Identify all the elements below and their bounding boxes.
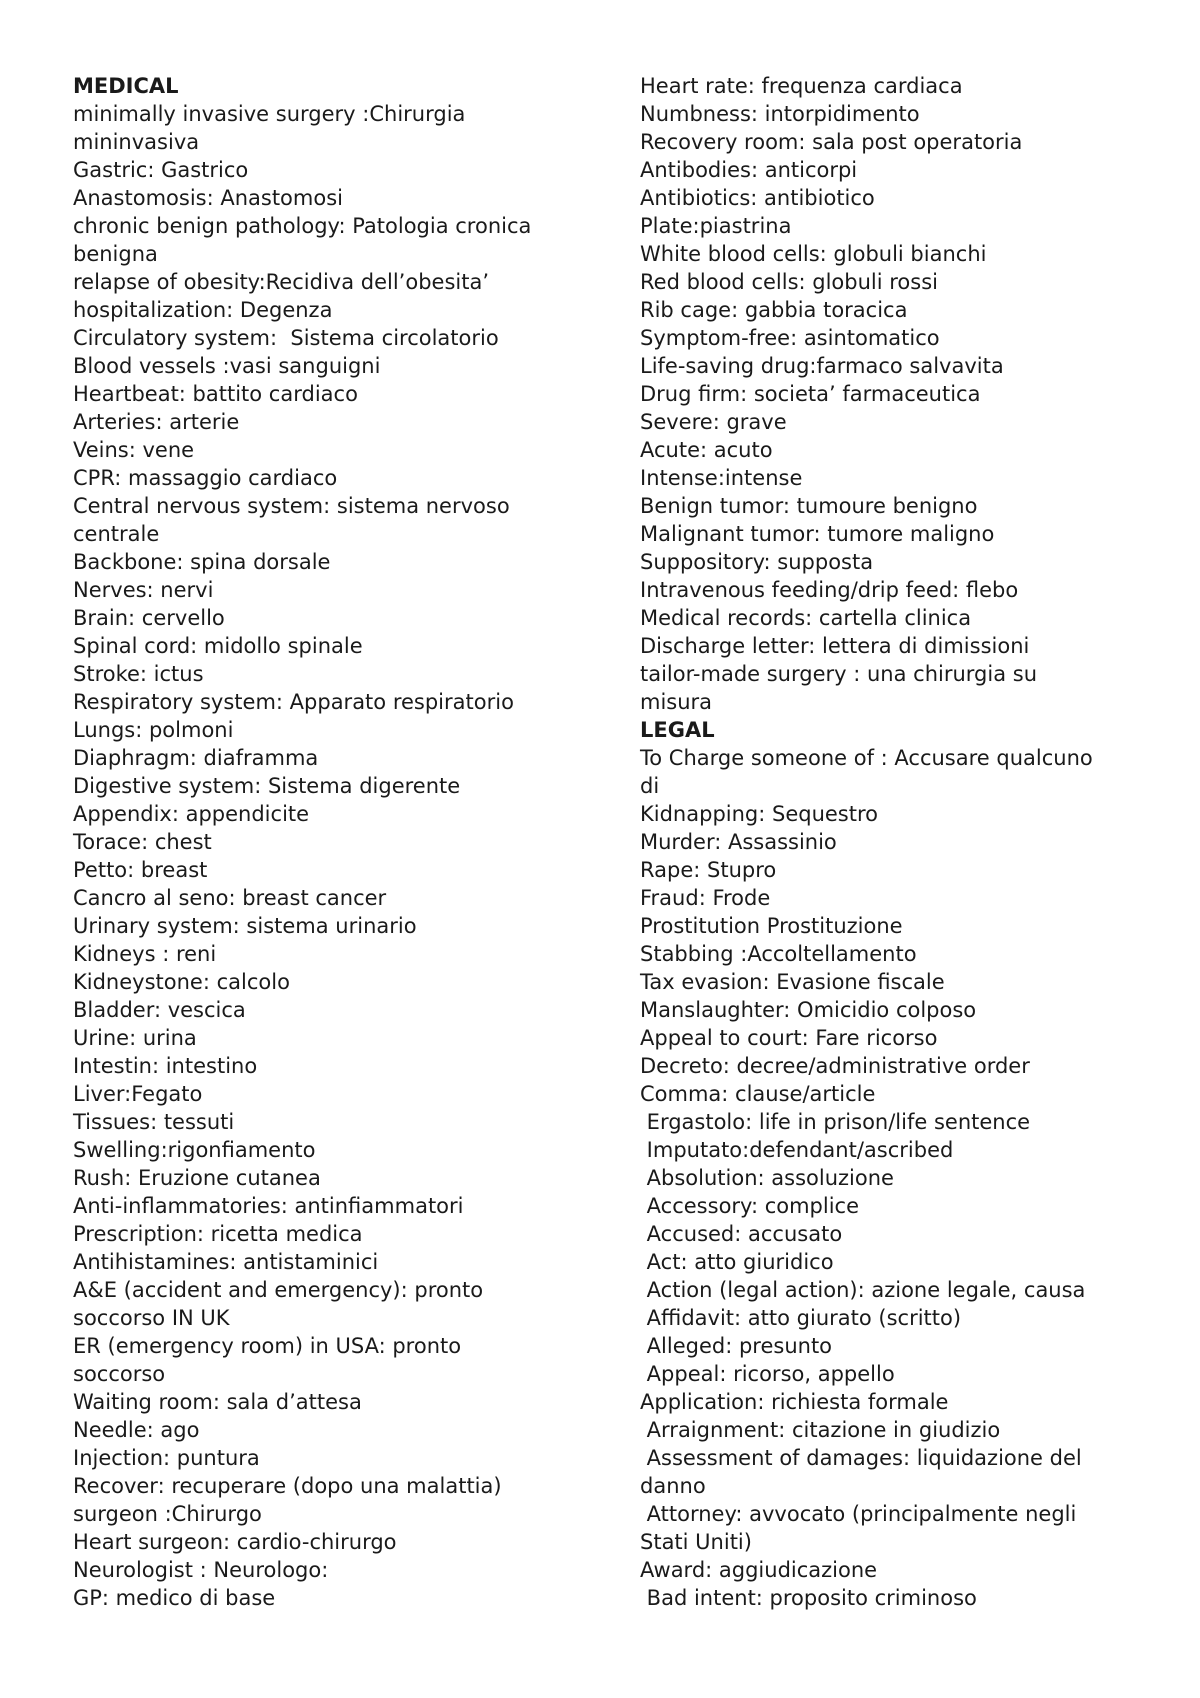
glossary-line: Stabbing :Accoltellamento bbox=[640, 942, 917, 966]
glossary-line: Stroke: ictus bbox=[73, 662, 204, 686]
glossary-line: Assessment of damages: liquidazione del bbox=[640, 1446, 1082, 1470]
glossary-line: GP: medico di base bbox=[73, 1586, 276, 1610]
glossary-line: Fraud: Frode bbox=[640, 886, 771, 910]
glossary-line: mininvasiva bbox=[73, 130, 200, 154]
glossary-line: Prostitution Prostituzione bbox=[640, 914, 903, 938]
glossary-line: Appeal to court: Fare ricorso bbox=[640, 1026, 938, 1050]
glossary-line: Gastric: Gastrico bbox=[73, 158, 249, 182]
glossary-line: Medical records: cartella clinica bbox=[640, 606, 972, 630]
glossary-line: Discharge letter: lettera di dimissioni bbox=[640, 634, 1030, 658]
glossary-line: Suppository: supposta bbox=[640, 550, 874, 574]
glossary-line: Rush: Eruzione cutanea bbox=[73, 1166, 321, 1190]
glossary-line: di bbox=[640, 774, 660, 798]
glossary-line: Heart surgeon: cardio-chirurgo bbox=[73, 1530, 397, 1554]
glossary-line: Action (legal action): azione legale, causa bbox=[640, 1278, 1086, 1302]
glossary-line: Recovery room: sala post operatoria bbox=[640, 130, 1023, 154]
glossary-line: surgeon :Chirurgo bbox=[73, 1502, 262, 1526]
glossary-line: Plate:piastrina bbox=[640, 214, 792, 238]
glossary-line: Kidneys : reni bbox=[73, 942, 217, 966]
glossary-line: Application: richiesta formale bbox=[640, 1390, 949, 1414]
glossary-line: Appeal: ricorso, appello bbox=[640, 1362, 895, 1386]
glossary-line: Absolution: assoluzione bbox=[640, 1166, 894, 1190]
glossary-line: Ergastolo: life in prison/life sentence bbox=[640, 1110, 1031, 1134]
glossary-line: Malignant tumor: tumore maligno bbox=[640, 522, 995, 546]
glossary-line: relapse of obesity:Recidiva dell’obesita’ bbox=[73, 270, 489, 294]
glossary-line: Acute: acuto bbox=[640, 438, 773, 462]
glossary-line: Rape: Stupro bbox=[640, 858, 777, 882]
left-column bbox=[73, 72, 593, 1612]
glossary-line: Waiting room: sala d’attesa bbox=[73, 1390, 362, 1414]
glossary-line: Benign tumor: tumoure benigno bbox=[640, 494, 978, 518]
glossary-line: Alleged: presunto bbox=[640, 1334, 833, 1358]
glossary-line: Antihistamines: antistaminici bbox=[73, 1250, 379, 1274]
glossary-line: soccorso IN UK bbox=[73, 1306, 230, 1330]
glossary-line: Heartbeat: battito cardiaco bbox=[73, 382, 358, 406]
glossary-line: Cancro al seno: breast cancer bbox=[73, 886, 387, 910]
glossary-line: Swelling:rigonfiamento bbox=[73, 1138, 316, 1162]
glossary-line: Antibodies: anticorpi bbox=[640, 158, 858, 182]
glossary-line: danno bbox=[640, 1474, 706, 1498]
glossary-line: Urine: urina bbox=[73, 1026, 197, 1050]
glossary-line: Respiratory system: Apparato respiratorio bbox=[73, 690, 514, 714]
glossary-line: Veins: vene bbox=[73, 438, 195, 462]
section-heading: LEGAL bbox=[640, 718, 715, 742]
glossary-line: tailor-made surgery : una chirurgia su bbox=[640, 662, 1038, 686]
glossary-line: Manslaughter: Omicidio colposo bbox=[640, 998, 977, 1022]
glossary-line: Nerves: nervi bbox=[73, 578, 214, 602]
glossary-line: Intense:intense bbox=[640, 466, 803, 490]
glossary-line: Antibiotics: antibiotico bbox=[640, 186, 875, 210]
glossary-line: Rib cage: gabbia toracica bbox=[640, 298, 908, 322]
glossary-line: Appendix: appendicite bbox=[73, 802, 310, 826]
glossary-line: CPR: massaggio cardiaco bbox=[73, 466, 338, 490]
glossary-line: Accessory: complice bbox=[640, 1194, 860, 1218]
glossary-line: Arraignment: citazione in giudizio bbox=[640, 1418, 1001, 1442]
right-column bbox=[640, 72, 1140, 1612]
glossary-line: Intravenous feeding/drip feed: flebo bbox=[640, 578, 1019, 602]
glossary-line: Urinary system: sistema urinario bbox=[73, 914, 417, 938]
glossary-line: Severe: grave bbox=[640, 410, 787, 434]
glossary-line: Murder: Assassinio bbox=[640, 830, 837, 854]
glossary-line: Kidnapping: Sequestro bbox=[640, 802, 879, 826]
glossary-line: Numbness: intorpidimento bbox=[640, 102, 920, 126]
glossary-line: ER (emergency room) in USA: pronto bbox=[73, 1334, 462, 1358]
glossary-line: Intestin: intestino bbox=[73, 1054, 258, 1078]
glossary-line: Digestive system: Sistema digerente bbox=[73, 774, 461, 798]
glossary-line: hospitalization: Degenza bbox=[73, 298, 333, 322]
glossary-line: centrale bbox=[73, 522, 160, 546]
glossary-line: Spinal cord: midollo spinale bbox=[73, 634, 363, 658]
glossary-line: Prescription: ricetta medica bbox=[73, 1222, 363, 1246]
glossary-line: Drug firm: societa’ farmaceutica bbox=[640, 382, 981, 406]
glossary-line: benigna bbox=[73, 242, 158, 266]
glossary-line: Liver:Fegato bbox=[73, 1082, 203, 1106]
glossary-line: Central nervous system: sistema nervoso bbox=[73, 494, 510, 518]
glossary-line: Imputato:defendant/ascribed bbox=[640, 1138, 954, 1162]
glossary-line: Stati Uniti) bbox=[640, 1530, 752, 1554]
glossary-line: Injection: puntura bbox=[73, 1446, 260, 1470]
glossary-line: Brain: cervello bbox=[73, 606, 225, 630]
glossary-line: Award: aggiudicazione bbox=[640, 1558, 878, 1582]
glossary-line: Attorney: avvocato (principalmente negli bbox=[640, 1502, 1077, 1526]
glossary-line: Comma: clause/article bbox=[640, 1082, 876, 1106]
glossary-line: Bladder: vescica bbox=[73, 998, 246, 1022]
glossary-line: Blood vessels :vasi sanguigni bbox=[73, 354, 381, 378]
glossary-line: Neurologist : Neurologo: bbox=[73, 1558, 329, 1582]
glossary-line: Heart rate: frequenza cardiaca bbox=[640, 74, 963, 98]
glossary-line: Kidneystone: calcolo bbox=[73, 970, 290, 994]
glossary-line: Affidavit: atto giurato (scritto) bbox=[640, 1306, 962, 1330]
glossary-line: misura bbox=[640, 690, 713, 714]
glossary-line: Circulatory system: Sistema circolatorio bbox=[73, 326, 499, 350]
glossary-line: Needle: ago bbox=[73, 1418, 200, 1442]
glossary-line: A&E (accident and emergency): pronto bbox=[73, 1278, 484, 1302]
glossary-line: To Charge someone of : Accusare qualcuno bbox=[640, 746, 1093, 770]
glossary-line: soccorso bbox=[73, 1362, 166, 1386]
glossary-line: Torace: chest bbox=[73, 830, 212, 854]
glossary-line: Backbone: spina dorsale bbox=[73, 550, 331, 574]
glossary-line: White blood cells: globuli bianchi bbox=[640, 242, 987, 266]
section-heading: MEDICAL bbox=[73, 74, 179, 98]
glossary-line: Diaphragm: diaframma bbox=[73, 746, 319, 770]
glossary-line: Tissues: tessuti bbox=[73, 1110, 235, 1134]
glossary-line: minimally invasive surgery :Chirurgia bbox=[73, 102, 466, 126]
glossary-line: Bad intent: proposito criminoso bbox=[640, 1586, 977, 1610]
glossary-line: Lungs: polmoni bbox=[73, 718, 234, 742]
glossary-line: Life-saving drug:farmaco salvavita bbox=[640, 354, 1004, 378]
glossary-line: chronic benign pathology: Patologia cronica bbox=[73, 214, 532, 238]
glossary-line: Anastomosis: Anastomosi bbox=[73, 186, 343, 210]
glossary-line: Recover: recuperare (dopo una malattia) bbox=[73, 1474, 502, 1498]
glossary-line: Accused: accusato bbox=[640, 1222, 843, 1246]
glossary-line: Arteries: arterie bbox=[73, 410, 240, 434]
glossary-line: Act: atto giuridico bbox=[640, 1250, 834, 1274]
glossary-line: Red blood cells: globuli rossi bbox=[640, 270, 938, 294]
glossary-line: Anti-inflammatories: antinfiammatori bbox=[73, 1194, 464, 1218]
glossary-line: Tax evasion: Evasione fiscale bbox=[640, 970, 945, 994]
glossary-line: Petto: breast bbox=[73, 858, 208, 882]
glossary-line: Symptom-free: asintomatico bbox=[640, 326, 940, 350]
glossary-line: Decreto: decree/administrative order bbox=[640, 1054, 1030, 1078]
